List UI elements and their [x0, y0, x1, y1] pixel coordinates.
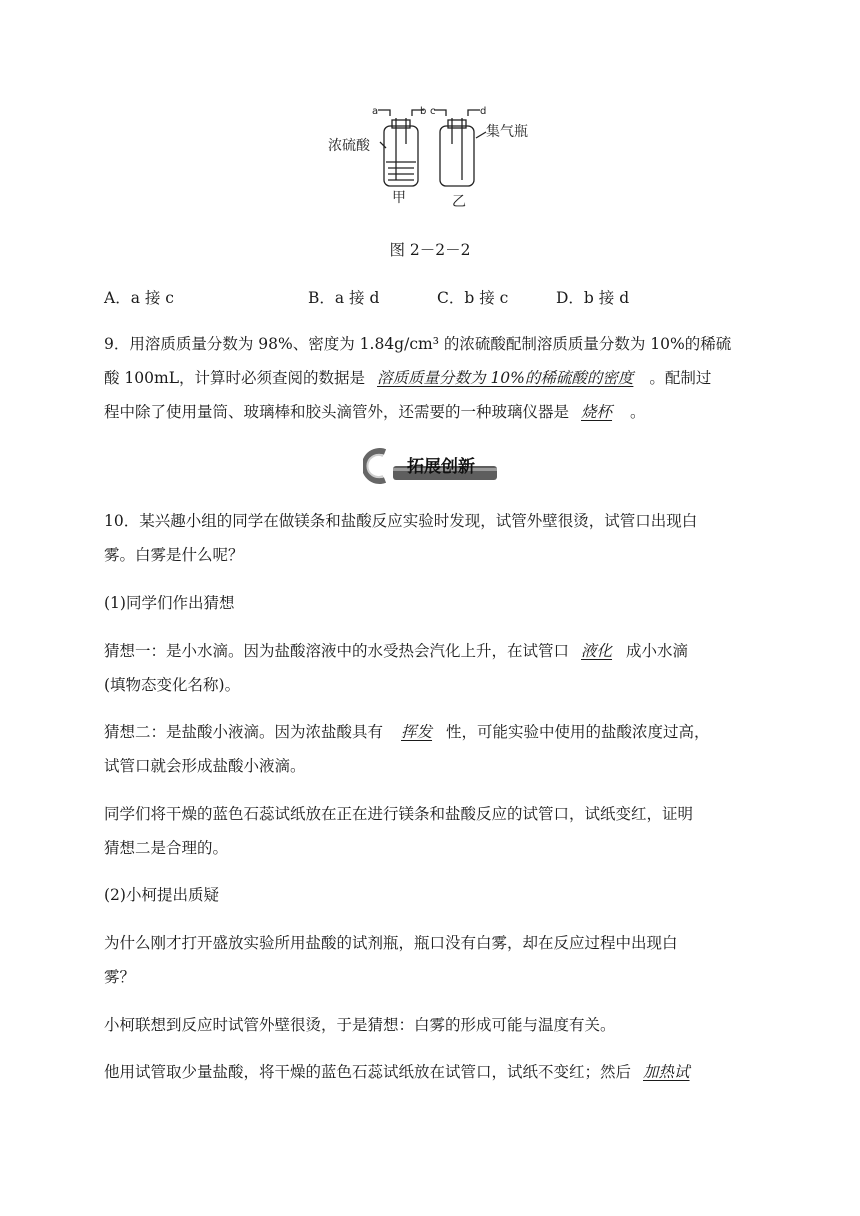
- q8-option-c: C．b 接 c: [437, 289, 509, 307]
- q9-answer-1: 溶质质量分数为 10%的稀硫酸的密度: [377, 369, 634, 387]
- q9-line-3-text: 程中除了使用量筒、玻璃棒和胶头滴管外，还需要的一种玻璃仪器是: [104, 403, 570, 421]
- guess-1-line-1: [104, 641, 688, 661]
- label-b: b: [420, 106, 427, 117]
- guess-2-answer: 挥发: [401, 723, 433, 741]
- q8-option-b: B．a 接 d: [308, 289, 380, 307]
- left-bottle-name: 甲: [392, 190, 406, 206]
- q8-option-d: D．b 接 d: [556, 289, 630, 307]
- q9-line-2-text: 酸 100mL，计算时必须查阅的数据是: [104, 369, 366, 387]
- verify-line-2: 猜想二是合理的。: [104, 839, 229, 857]
- guess-1-line-2: (填物态变化名称)。: [104, 676, 241, 694]
- q9-line-3: [104, 402, 646, 422]
- q9-answer-2: 烧杯: [581, 403, 613, 421]
- q9-line-2-tail: 。配制过: [649, 369, 712, 387]
- left-bottle: [378, 110, 424, 186]
- experiment-line: [104, 1062, 690, 1082]
- label-a: a: [372, 106, 379, 117]
- guess-1-text: 猜想一：是小水滴。因为盐酸溶液中的水受热会汽化上升，在试管口: [104, 642, 570, 660]
- association-line: 小柯联想到反应时试管外壁很烫，于是猜想：白雾的形成可能与温度有关。: [104, 1016, 616, 1034]
- q8-option-a: A．a 接 c: [104, 289, 174, 307]
- q9-line-1: 9．用溶质质量分数为 98%、密度为 1.84g/cm³ 的浓硫酸配制溶质质量分数为 10%的稀硫: [104, 335, 732, 353]
- label-d: d: [480, 106, 487, 117]
- banner-title: 拓展创新: [407, 457, 475, 477]
- guess-1-answer: 液化: [581, 642, 613, 660]
- experiment-answer: 加热试: [643, 1063, 690, 1081]
- q10-line-1: 10．某兴趣小组的同学在做镁条和盐酸反应实验时发现，试管外壁很烫，试管口出现白: [104, 512, 698, 530]
- guess-2-line-2: 试管口就会形成盐酸小液滴。: [104, 757, 306, 775]
- gas-bottles-diagram: [326, 104, 536, 214]
- doubt-line-2: 雾？: [104, 968, 136, 986]
- label-c: c: [430, 106, 436, 117]
- q10-subheading-2: (2)小柯提出质疑: [104, 886, 219, 904]
- figure-caption: 图 2－2－2: [389, 241, 471, 259]
- verify-line-1: 同学们将干燥的蓝色石蕊试纸放在正在进行镁条和盐酸反应的试管口，试纸变红，证明: [104, 805, 694, 823]
- guess-2-text: 猜想二：是盐酸小液滴。因为浓盐酸具有: [104, 723, 384, 741]
- q10-subheading-1: (1)同学们作出猜想: [104, 594, 235, 612]
- q9-line-2: [104, 368, 711, 388]
- guess-2-tail: 性，可能实验中使用的盐酸浓度过高，: [446, 723, 710, 741]
- right-bottle-name: 乙: [452, 194, 466, 210]
- guess-2-line-1: [104, 722, 710, 742]
- left-bottle-label: 浓硫酸: [328, 138, 370, 154]
- section-banner: [363, 446, 497, 486]
- q10-line-2: 雾。白雾是什么呢？: [104, 546, 244, 564]
- doubt-line-1: 为什么刚才打开盛放实验所用盐酸的试剂瓶，瓶口没有白雾，却在反应过程中出现白: [104, 934, 678, 952]
- experiment-text: 他用试管取少量盐酸，将干燥的蓝色石蕊试纸放在试管口，试纸不变红；然后: [104, 1063, 632, 1081]
- right-bottle-label: 集气瓶: [486, 124, 528, 140]
- guess-1-tail: 成小水滴: [626, 642, 689, 660]
- q9-line-3-tail: 。: [630, 403, 646, 421]
